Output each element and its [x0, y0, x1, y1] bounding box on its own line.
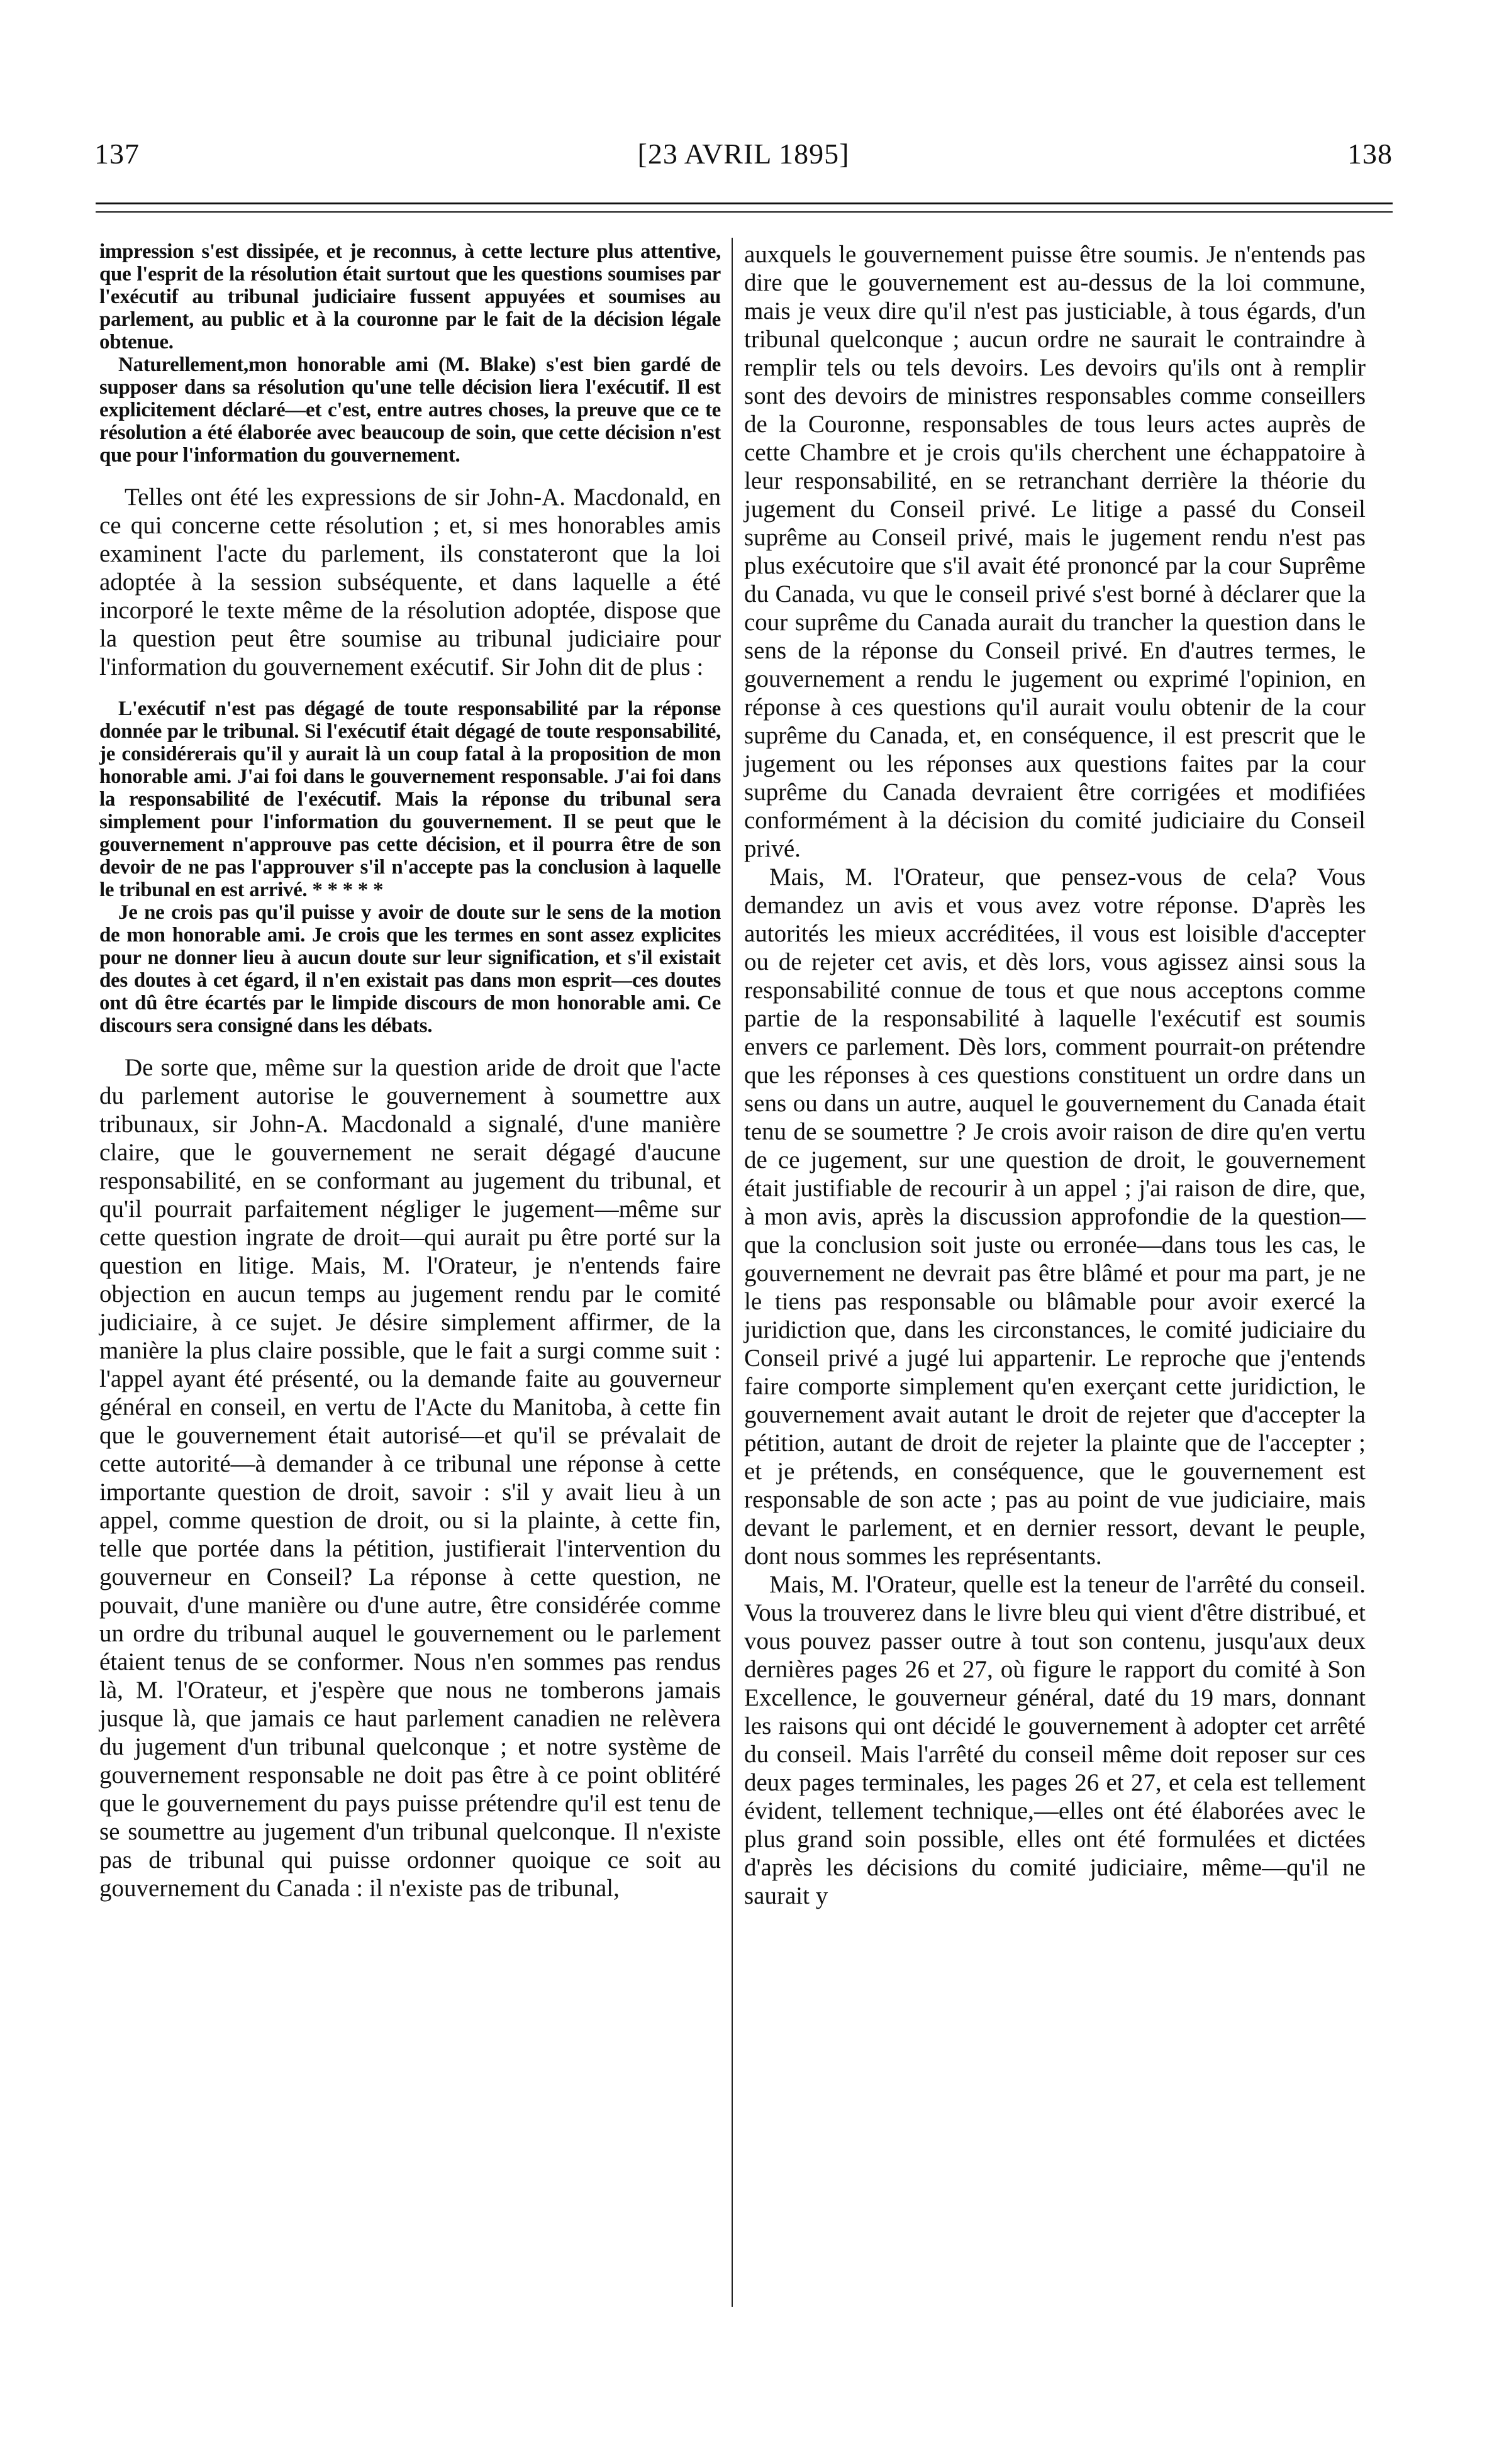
body-paragraph: Telles ont été les expressions de sir John-A. Macdonald, en ce qui concerne cette résolution ; et, si mes honorables amis examinent l'acte du parlement, ils constateront que la loi adoptée à la session subséquente, et dans laquelle a été incorporé le texte même de la résolution adoptée, dispose que la question peut être soumise au tribunal judiciaire pour l'information du gouvernement exécutif. Sir John dit de plus :: [99, 484, 721, 680]
body-paragraph: Mais, M. l'Orateur, quelle est la teneur de l'arrêté du conseil. Vous la trouverez dans le livre bleu qui vient d'être distribué, et vous pouvez passer outre à tout son contenu, jusqu'aux deux dernières pages 26 et 27, où figure le rapport du comité à Son Excellence, le gouverneur général, daté du 19 mars, donnant les raisons qui ont décidé le gouvernement à adopter cet arrêté du conseil. Mais l'arrêté du conseil même doit reposer sur ces deux pages terminales, les pages 26 et 27, et cela est tellement évident, tellement technique,—elles ont été élaborées avec le plus grand soin possible, elles ont été formulées et dictées d'après les décisions du comité judiciaire, même—qu'il ne saurait y: [744, 1571, 1366, 1909]
quote-paragraph: Je ne crois pas qu'il puisse y avoir de doute sur le sens de la motion de mon honorable ami. Je crois que les termes en sont assez explicites pour ne donner lieu à aucun doute sur leur signification, et s'il existait des doutes à cet égard, il n'en existait pas dans mon esprit—ces doutes ont dû être écartés par le limpide discours de mon honorable ami. Ce discours sera consigné dans les débats.: [99, 901, 721, 1037]
right-column: [744, 240, 1366, 1910]
body-paragraph: auxquels le gouvernement puisse être soumis. Je n'entends pas dire que le gouvernement est au-dessus de la loi commune, mais je veux dire qu'il n'est pas justiciable, à tous égards, d'un tribunal quelconque ; aucun ordre ne saurait le contraindre à remplir tels ou tels devoirs. Les devoirs qu'ils ont à remplir sont des devoirs de ministres responsables comme conseillers de la Couronne, responsables de tous leurs actes auprès de cette Chambre et je crois qu'ils cherchent une échappatoire à leur responsabilité, en se retranchant derrière la théorie du jugement du Conseil privé. Le litige a passé du Conseil suprême au Conseil privé, mais le jugement rendu n'est pas plus exécutoire que s'il avait été prononcé par la cour Suprême du Canada, vu que le conseil privé s'est borné à déclarer que la cour suprême du Canada aurait du trancher la question dans le sens de la réponse du Conseil privé. En d'autres termes, le gouvernement a rendu le jugement ou exprimé l'opinion, en réponse à ces questions qu'il aurait voulu obtenir de la cour suprême du Canada, et, en conséquence, il est prescrit que le jugement ou les réponses aux questions faites par la cour suprême du Canada devraient être corrigées et modifiées conformément à la décision du comité judiciaire du Conseil privé.: [744, 241, 1366, 862]
page-number-left: 137: [94, 138, 140, 170]
header-rule-top: [96, 203, 1393, 204]
left-column: [99, 240, 721, 1902]
column-divider: [732, 238, 733, 2307]
quote-paragraph: Naturellement,mon honorable ami (M. Blake) s'est bien gardé de supposer dans sa résolution qu'une telle décision liera l'exécutif. Il est explicitement déclaré—et c'est, entre autres choses, la preuve que ce te résolution a été élaborée avec beaucoup de soin, que cette décision n'est que pour l'information du gouvernement.: [99, 353, 721, 467]
body-paragraph: De sorte que, même sur la question aride de droit que l'acte du parlement autorise le gouvernement à soumettre aux tribunaux, sir John-A. Macdonald a signalé, d'une manière claire, que le gouvernement ne serait dégagé d'aucune responsabilité, en se conformant au jugement du tribunal, et qu'il pourrait parfaitement négliger le jugement—même sur cette question ingrate de droit—qui aurait pu être porté sur la question en litige. Mais, M. l'Orateur, je n'entends faire objection en aucun temps au jugement rendu par le comité judiciaire, à ce sujet. Je désire simplement affirmer, de la manière la plus claire possible, que le fait a surgi comme suit : l'appel ayant été présenté, ou la demande faite au gouverneur général en conseil, en vertu de l'Acte du Manitoba, à cette fin que le gouvernement était autorisé—et qu'il se prévalait de cette autorité—à demander à ce tribunal une réponse à cette importante question de droit, savoir : s'il y avait lieu à un appel, comme question de droit, ou si la plainte, à cette fin, telle que portée dans la pétition, justifierait l'intervention du gouverneur en Conseil? La réponse à cette question, ne pouvait, d'une manière ou d'une autre, être considérée comme un ordre du tribunal auquel le gouvernement ou le parlement étaient tenus de se conformer. Nous n'en sommes pas rendus là, M. l'Orateur, et j'espère que nous ne tomberons jamais jusque là, que jamais ce haut parlement canadien ne relèvera du jugement d'un tribunal quelconque ; et notre système de gouvernement responsable ne doit pas être à ce point oblitéré que le gouvernement du pays puisse prétendre qu'il est tenu de se soumettre au jugement d'un tribunal quelconque. Il n'existe pas de tribunal qui puisse ordonner quoique ce soit au gouvernement du Canada : il n'existe pas de tribunal,: [99, 1054, 721, 1902]
body-paragraph: Mais, M. l'Orateur, que pensez-vous de cela? Vous demandez un avis et vous avez votre réponse. D'après les autorités les mieux accréditées, il vous est loisible d'accepter ou de rejeter cet avis, et dès lors, vous agissez ainsi sous la responsabilité connue de tous et que nous acceptons comme partie de la responsabilité à laquelle l'exécutif est soumis envers ce parlement. Dès lors, comment pourrait-on prétendre que les réponses à ces questions constituent un ordre dans un sens ou dans un autre, auquel le gouvernement du Canada était tenu de se soumettre ? Je crois avoir raison de dire qu'en vertu de ce jugement, sur une question de droit, le gouvernement était justifiable de recourir à un appel ; j'ai raison de dire, que, à mon avis, après la discussion approfondie de la question—que la conclusion soit juste ou erronée—dans tous les cas, le gouvernement ne devrait pas être blâmé et pour ma part, je ne le tiens pas responsable ou blâmable pour avoir exercé la juridiction que, dans les circonstances, le comité judiciaire du Conseil privé a jugé lui appartenir. Le reproche que j'entends faire comporte simplement qu'en exerçant cette juridiction, le gouvernement avait autant le droit de rejeter que d'accepter la pétition, autant de droit de rejeter la plainte que de l'accepter ; et je prétends, en conséquence, que le gouvernement est responsable de son acte ; pas au point de vue judiciaire, mais devant le parlement, et en dernier ressort, devant le peuple, dont nous sommes les représentants.: [744, 863, 1366, 1570]
quote-text: L'exécutif n'est pas dégagé de toute responsabilité par la réponse donnée par le tribunal. Si l'exécutif était dégagé de toute responsabilité, je considérerais qu'il y aurait là un coup fatal à la proposition de mon honorable ami. J'ai foi dans le gouvernement responsable. J'ai foi dans la responsabilité de l'exécutif. Mais la réponse du tribunal sera simplement pour l'information du gouvernement. Il se peut que le gouvernement n'approuve pas cette décision, et il pourra être de son devoir de ne pas l'approuver s'il n'accepte pas la conclusion à laquelle le tribunal en est arrivé.: [99, 697, 721, 901]
ellipsis-stars: * * * * *: [312, 879, 384, 901]
header-rule-bottom: [96, 211, 1393, 213]
header-date: [23 AVRIL 1895]: [637, 138, 850, 170]
page-header: [94, 137, 1393, 175]
quote-paragraph: impression s'est dissipée, et je reconnus, à cette lecture plus attentive, que l'esprit de la résolution était surtout que les questions soumises par l'exécutif au tribunal judiciaire fussent appuyées et soumises au parlement, au public et à la couronne par le fait de la décision légale obtenue.: [99, 240, 721, 353]
page-number-right: 138: [1347, 138, 1393, 170]
quote-paragraph: [99, 697, 721, 901]
